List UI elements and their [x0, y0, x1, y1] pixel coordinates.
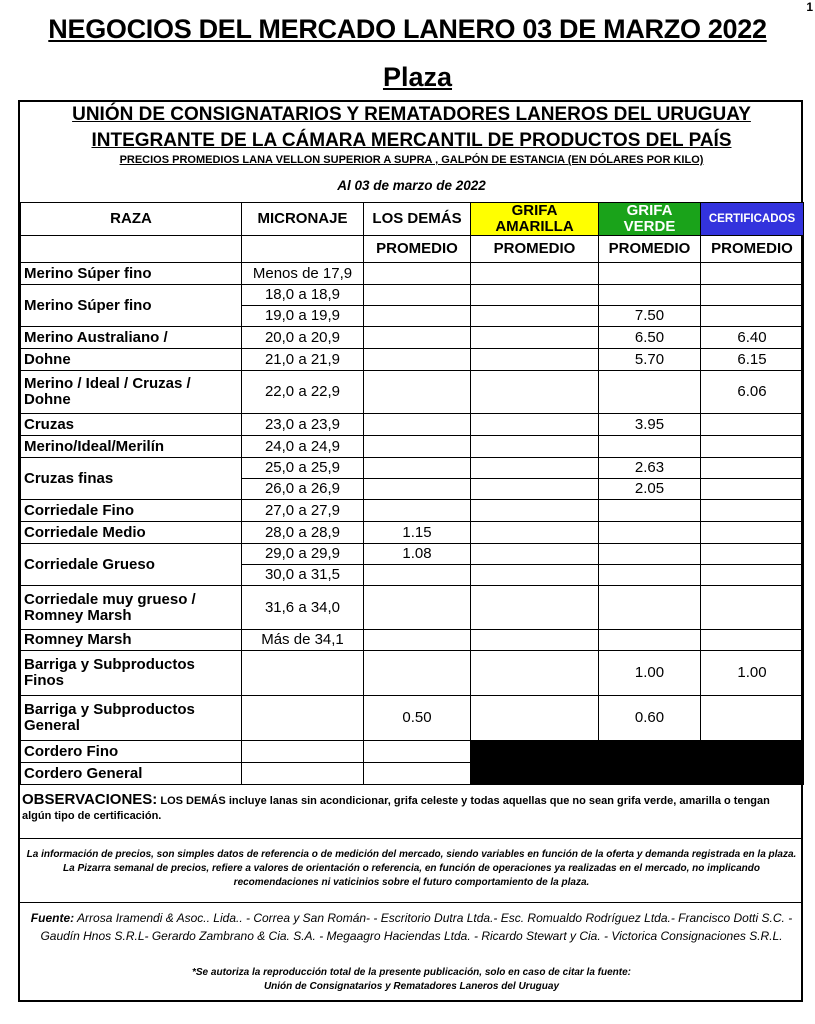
table-row — [21, 285, 804, 306]
table-row — [21, 651, 804, 696]
micronaje-cell — [242, 763, 364, 785]
header-line-3: PRECIOS PROMEDIOS LANA VELLON SUPERIOR A SUPRA , GALPÓN DE ESTANCIA (EN DÓLARES POR KILO) — [119, 154, 704, 166]
certificados-cell — [701, 544, 804, 565]
autoriza-line-1: *Se autoriza la reproducción total de la presente publicación, solo en caso de citar la fuente: — [192, 967, 631, 978]
grifa-verde-cell — [599, 436, 701, 458]
micronaje-cell: 29,0 a 29,9 — [242, 544, 364, 565]
raza-cell: Merino/Ideal/Merilín — [21, 436, 242, 458]
corner-mark: 1 — [806, 0, 813, 14]
raza-cell: Cruzas finas — [21, 458, 242, 500]
raza-cell: Corriedale muy grueso / Romney Marsh — [21, 586, 242, 630]
certificados-cell — [701, 565, 804, 586]
certificados-cell — [701, 436, 804, 458]
micronaje-cell: Menos de 17,9 — [242, 263, 364, 285]
grifa-verde-cell: 2.05 — [599, 479, 701, 500]
grifa-amarilla-cell — [471, 327, 599, 349]
los-demas-cell — [364, 586, 471, 630]
col-header-los-demas: LOS DEMÁS — [364, 203, 471, 236]
header-line-1: UNIÓN DE CONSIGNATARIOS Y REMATADORES LANEROS DEL URUGUAY — [72, 104, 751, 125]
table-row — [21, 500, 804, 522]
grifa-verde-cell: 5.70 — [599, 349, 701, 371]
los-demas-cell — [364, 763, 471, 785]
table-row — [21, 586, 804, 630]
los-demas-cell — [364, 741, 471, 763]
certificados-cell — [701, 458, 804, 479]
grifa-amarilla-cell — [471, 479, 599, 500]
promedio-grifa-amarilla: PROMEDIO — [471, 236, 599, 263]
certificados-cell — [701, 414, 804, 436]
grifa-verde-cell — [599, 285, 701, 306]
grifa-verde-cell — [599, 371, 701, 414]
los-demas-cell: 0.50 — [364, 696, 471, 741]
micronaje-cell: 23,0 a 23,9 — [242, 414, 364, 436]
divider — [20, 838, 803, 839]
los-demas-cell — [364, 371, 471, 414]
autoriza-line-2: Unión de Consignatarios y Rematadores Laneros del Uruguay — [263, 981, 560, 992]
los-demas-cell — [364, 327, 471, 349]
disclaimer-text: La información de precios, son simples datos de referencia o de medición del mercado, siendo variables en función de la oferta y demanda registrada en la plaza. La Pizarra semanal de precios, refiere a valores de orientación o referencia, en función de operaciones ya realizadas en el mercado, no implicando recomendaciones ni vaticinios sobre el futuro comportamiento de la plaza. — [26, 849, 797, 888]
grifa-verde-cell: 0.60 — [599, 696, 701, 741]
grifa-amarilla-cell — [471, 371, 599, 414]
grifa-amarilla-cell — [471, 630, 599, 651]
los-demas-cell — [364, 630, 471, 651]
micronaje-cell: 25,0 a 25,9 — [242, 458, 364, 479]
micronaje-cell: Más de 34,1 — [242, 630, 364, 651]
promedio-los-demas: PROMEDIO — [364, 236, 471, 263]
grifa-amarilla-cell — [471, 522, 599, 544]
raza-cell: Merino Australiano / — [21, 327, 242, 349]
micronaje-cell: 20,0 a 20,9 — [242, 327, 364, 349]
raza-cell: Barriga y Subproductos Finos — [21, 651, 242, 696]
grifa-verde-cell — [599, 586, 701, 630]
certificados-cell — [701, 500, 804, 522]
micronaje-cell: 22,0 a 22,9 — [242, 371, 364, 414]
grifa-verde-cell — [599, 500, 701, 522]
micronaje-cell: 30,0 a 31,5 — [242, 565, 364, 586]
page-title: NEGOCIOS DEL MERCADO LANERO 03 DE MARZO 2022 — [48, 14, 767, 44]
table-header-row — [21, 203, 804, 236]
observaciones-text: LOS DEMÁS incluye lanas sin acondicionar, grifa celeste y todas aquellas que no sean grifa verde, amarilla o tengan algún tipo de certificación. — [22, 795, 770, 822]
certificados-cell: 1.00 — [701, 651, 804, 696]
los-demas-cell: 1.08 — [364, 544, 471, 565]
micronaje-cell: 28,0 a 28,9 — [242, 522, 364, 544]
fuente-text: Arrosa Iramendi & Asoc.. Lida.. - Correa y San Román- - Escritorio Dutra Ltda.- Esc. Romualdo Rodríguez Ltda.- Francisco Dotti S.C. - Gaudín Hnos S.R.L- Gerardo Zambrano & Cia. S.A. - Megaagro Haciendas Ltda. - Ricardo Stewart y Cia. - Victorica Consignaciones S.R.L. — [40, 911, 793, 943]
los-demas-cell — [364, 349, 471, 371]
certificados-cell — [701, 263, 804, 285]
grifa-verde-cell: 7.50 — [599, 306, 701, 327]
certificados-cell — [701, 522, 804, 544]
grifa-amarilla-cell — [471, 349, 599, 371]
los-demas-cell: 1.15 — [364, 522, 471, 544]
micronaje-cell: 31,6 a 34,0 — [242, 586, 364, 630]
fuente-label: Fuente: — [30, 911, 75, 925]
grifa-amarilla-cell — [471, 414, 599, 436]
los-demas-cell — [364, 479, 471, 500]
grifa-verde-cell — [599, 263, 701, 285]
grifa-verde-cell: 1.00 — [599, 651, 701, 696]
grifa-amarilla-cell — [471, 285, 599, 306]
certificados-cell: 6.40 — [701, 327, 804, 349]
micronaje-cell: 18,0 a 18,9 — [242, 285, 364, 306]
raza-cell: Barriga y Subproductos General — [21, 696, 242, 741]
table-row — [21, 414, 804, 436]
raza-cell: Corriedale Grueso — [21, 544, 242, 586]
grifa-amarilla-cell — [471, 458, 599, 479]
grifa-verde-cell — [599, 522, 701, 544]
grifa-amarilla-cell — [471, 500, 599, 522]
raza-cell: Cordero Fino — [21, 741, 242, 763]
micronaje-cell: 27,0 a 27,9 — [242, 500, 364, 522]
promedio-grifa-verde: PROMEDIO — [599, 236, 701, 263]
micronaje-cell: 21,0 a 21,9 — [242, 349, 364, 371]
certificados-cell — [701, 479, 804, 500]
los-demas-cell — [364, 436, 471, 458]
los-demas-cell — [364, 565, 471, 586]
promedio-certificados: PROMEDIO — [701, 236, 804, 263]
grifa-amarilla-cell — [471, 436, 599, 458]
col-header-raza: RAZA — [21, 203, 242, 236]
grifa-amarilla-cell — [471, 651, 599, 696]
price-table — [20, 202, 804, 785]
table-row — [21, 436, 804, 458]
los-demas-cell — [364, 651, 471, 696]
los-demas-cell — [364, 500, 471, 522]
table-row — [21, 458, 804, 479]
grifa-verde-cell — [599, 630, 701, 651]
micronaje-cell: 19,0 a 19,9 — [242, 306, 364, 327]
grifa-amarilla-cell — [471, 263, 599, 285]
los-demas-cell — [364, 263, 471, 285]
raza-cell: Cruzas — [21, 414, 242, 436]
col-header-micronaje: MICRONAJE — [242, 203, 364, 236]
table-row — [21, 327, 804, 349]
raza-cell: Corriedale Fino — [21, 500, 242, 522]
grifa-amarilla-cell — [471, 565, 599, 586]
grifa-verde-cell: 6.50 — [599, 327, 701, 349]
report-date: Al 03 de marzo de 2022 — [337, 178, 486, 193]
raza-cell: Merino / Ideal / Cruzas / Dohne — [21, 371, 242, 414]
certificados-cell — [701, 630, 804, 651]
table-row — [21, 349, 804, 371]
raza-cell: Romney Marsh — [21, 630, 242, 651]
raza-cell: Cordero General — [21, 763, 242, 785]
micronaje-cell — [242, 696, 364, 741]
autoriza — [24, 966, 799, 994]
table-row — [21, 696, 804, 741]
grifa-verde-cell: 2.63 — [599, 458, 701, 479]
grifa-verde-cell — [599, 544, 701, 565]
page-subtitle: Plaza — [382, 62, 453, 92]
raza-cell: Merino Súper fino — [21, 285, 242, 327]
col-header-grifa-amarilla: GRIFA AMARILLA — [471, 203, 599, 236]
table-subheader-row — [21, 236, 804, 263]
certificados-cell — [701, 285, 804, 306]
certificados-cell: 6.15 — [701, 349, 804, 371]
certificados-cell — [701, 586, 804, 630]
col-header-grifa-verde: GRIFA VERDE — [599, 203, 701, 236]
raza-cell: Merino Súper fino — [21, 263, 242, 285]
grifa-amarilla-cell — [471, 696, 599, 741]
los-demas-cell — [364, 458, 471, 479]
fuente — [24, 910, 799, 945]
header-line-2: INTEGRANTE DE LA CÁMARA MERCANTIL DE PRODUCTOS DEL PAÍS — [91, 130, 732, 151]
table-row — [21, 544, 804, 565]
observaciones — [22, 792, 797, 824]
grifa-verde-cell — [599, 565, 701, 586]
raza-cell: Dohne — [21, 349, 242, 371]
grifa-amarilla-cell — [471, 306, 599, 327]
grifa-amarilla-cell — [471, 586, 599, 630]
micronaje-cell: 26,0 a 26,9 — [242, 479, 364, 500]
blacked-out-block — [471, 741, 804, 785]
micronaje-cell — [242, 651, 364, 696]
divider — [20, 902, 803, 903]
raza-cell: Corriedale Medio — [21, 522, 242, 544]
los-demas-cell — [364, 414, 471, 436]
micronaje-cell — [242, 741, 364, 763]
certificados-cell — [701, 696, 804, 741]
observaciones-label: OBSERVACIONES: — [22, 791, 158, 808]
certificados-cell: 6.06 — [701, 371, 804, 414]
table-row — [21, 522, 804, 544]
micronaje-cell: 24,0 a 24,9 — [242, 436, 364, 458]
los-demas-cell — [364, 285, 471, 306]
table-row — [21, 630, 804, 651]
certificados-cell — [701, 306, 804, 327]
grifa-verde-cell: 3.95 — [599, 414, 701, 436]
col-header-certificados: CERTIFICADOS — [701, 203, 804, 236]
table-row — [21, 741, 804, 763]
table-row — [21, 371, 804, 414]
los-demas-cell — [364, 306, 471, 327]
table-row — [21, 263, 804, 285]
grifa-amarilla-cell — [471, 544, 599, 565]
